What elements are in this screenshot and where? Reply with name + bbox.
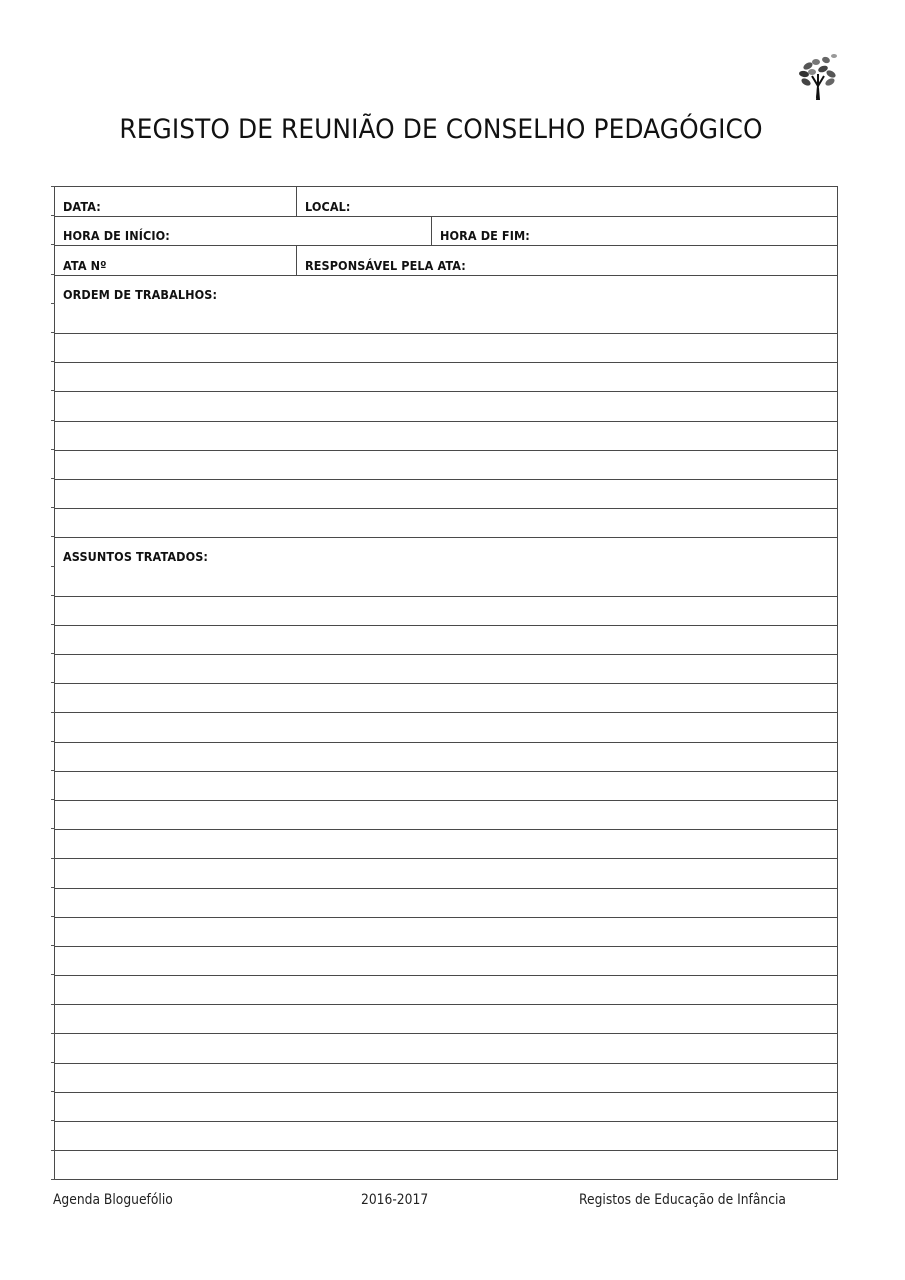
writing-line[interactable] xyxy=(55,888,837,917)
margin-tick xyxy=(51,741,55,742)
margin-tick xyxy=(51,536,55,537)
hora-inicio-field[interactable] xyxy=(55,217,431,245)
margin-tick xyxy=(51,945,55,946)
margin-tick xyxy=(51,1004,55,1005)
local-field[interactable] xyxy=(296,187,837,216)
writing-line[interactable] xyxy=(55,742,837,771)
writing-line[interactable] xyxy=(55,683,837,712)
responsavel-label: RESPONSÁVEL PELA ATA: xyxy=(305,257,466,273)
writing-line[interactable] xyxy=(55,479,837,508)
writing-line[interactable] xyxy=(55,946,837,975)
hora-inicio-label: HORA DE INÍCIO: xyxy=(63,228,170,244)
row-hora xyxy=(55,216,837,245)
writing-line[interactable] xyxy=(55,304,837,333)
margin-tick xyxy=(51,858,55,859)
margin-tick xyxy=(51,478,55,479)
assuntos-tratados-lines xyxy=(55,566,837,1179)
margin-tick xyxy=(51,361,55,362)
writing-line[interactable] xyxy=(55,1063,837,1092)
margin-tick xyxy=(51,974,55,975)
margin-tick xyxy=(51,215,55,216)
writing-line[interactable] xyxy=(55,1150,837,1179)
margin-tick xyxy=(51,916,55,917)
writing-line[interactable] xyxy=(55,362,837,391)
margin-tick xyxy=(51,507,55,508)
margin-tick xyxy=(51,712,55,713)
margin-tick xyxy=(51,390,55,391)
row-assuntos-header xyxy=(55,537,837,566)
writing-line[interactable] xyxy=(55,421,837,450)
writing-line[interactable] xyxy=(55,625,837,654)
margin-tick xyxy=(51,595,55,596)
margin-tick xyxy=(51,1150,55,1151)
margin-tick xyxy=(51,449,55,450)
footer-center: 2016-2017 xyxy=(361,1192,429,1208)
margin-tick xyxy=(51,244,55,245)
margin-tick xyxy=(51,186,55,187)
margin-tick xyxy=(51,1033,55,1034)
writing-line[interactable] xyxy=(55,1033,837,1062)
ordem-de-trabalhos-heading: ORDEM DE TRABALHOS: xyxy=(63,286,218,302)
writing-line[interactable] xyxy=(55,1092,837,1121)
margin-tick xyxy=(51,1062,55,1063)
writing-line[interactable] xyxy=(55,391,837,420)
writing-line[interactable] xyxy=(55,712,837,741)
margin-tick xyxy=(51,274,55,275)
margin-tick xyxy=(51,1091,55,1092)
writing-line[interactable] xyxy=(55,975,837,1004)
margin-tick xyxy=(51,1120,55,1121)
writing-line[interactable] xyxy=(55,654,837,683)
writing-line[interactable] xyxy=(55,1004,837,1033)
hora-fim-field[interactable] xyxy=(431,217,837,245)
row-ordem-header xyxy=(55,275,837,304)
margin-tick xyxy=(51,303,55,304)
margin-tick xyxy=(51,887,55,888)
ata-label: ATA Nº xyxy=(63,257,107,273)
writing-line[interactable] xyxy=(55,829,837,858)
margin-tick xyxy=(51,653,55,654)
data-label: DATA: xyxy=(63,199,101,215)
writing-line[interactable] xyxy=(55,1121,837,1150)
writing-line[interactable] xyxy=(55,508,837,537)
ata-numero-field[interactable] xyxy=(55,246,296,274)
margin-tick xyxy=(51,799,55,800)
writing-line[interactable] xyxy=(55,917,837,946)
left-margin-ticks xyxy=(51,186,55,1180)
footer-left: Agenda Bloguefólio xyxy=(53,1192,173,1208)
assuntos-tratados-heading: ASSUNTOS TRATADOS: xyxy=(63,549,209,565)
margin-tick xyxy=(51,332,55,333)
hora-fim-label: HORA DE FIM: xyxy=(440,228,530,244)
local-label: LOCAL: xyxy=(305,199,351,215)
margin-tick xyxy=(51,420,55,421)
data-field[interactable] xyxy=(55,187,296,216)
writing-line[interactable] xyxy=(55,800,837,829)
margin-tick xyxy=(51,828,55,829)
writing-line[interactable] xyxy=(55,858,837,887)
page-title: REGISTO DE REUNIÃO DE CONSELHO PEDAGÓGICO xyxy=(119,114,763,145)
responsavel-field[interactable] xyxy=(296,246,837,274)
writing-line[interactable] xyxy=(55,333,837,362)
writing-line[interactable] xyxy=(55,450,837,479)
margin-tick xyxy=(51,566,55,567)
writing-line[interactable] xyxy=(55,596,837,625)
margin-tick xyxy=(51,770,55,771)
meeting-record-form xyxy=(54,186,838,1180)
ordem-de-trabalhos-lines xyxy=(55,304,837,538)
footer-right: Registos de Educação de Infância xyxy=(579,1192,786,1208)
margin-tick xyxy=(51,682,55,683)
margin-tick xyxy=(51,1179,55,1180)
row-data-local xyxy=(55,187,837,216)
margin-tick xyxy=(51,624,55,625)
row-ata xyxy=(55,245,837,274)
writing-line[interactable] xyxy=(55,566,837,595)
tree-logo-icon xyxy=(796,52,840,102)
writing-line[interactable] xyxy=(55,771,837,800)
